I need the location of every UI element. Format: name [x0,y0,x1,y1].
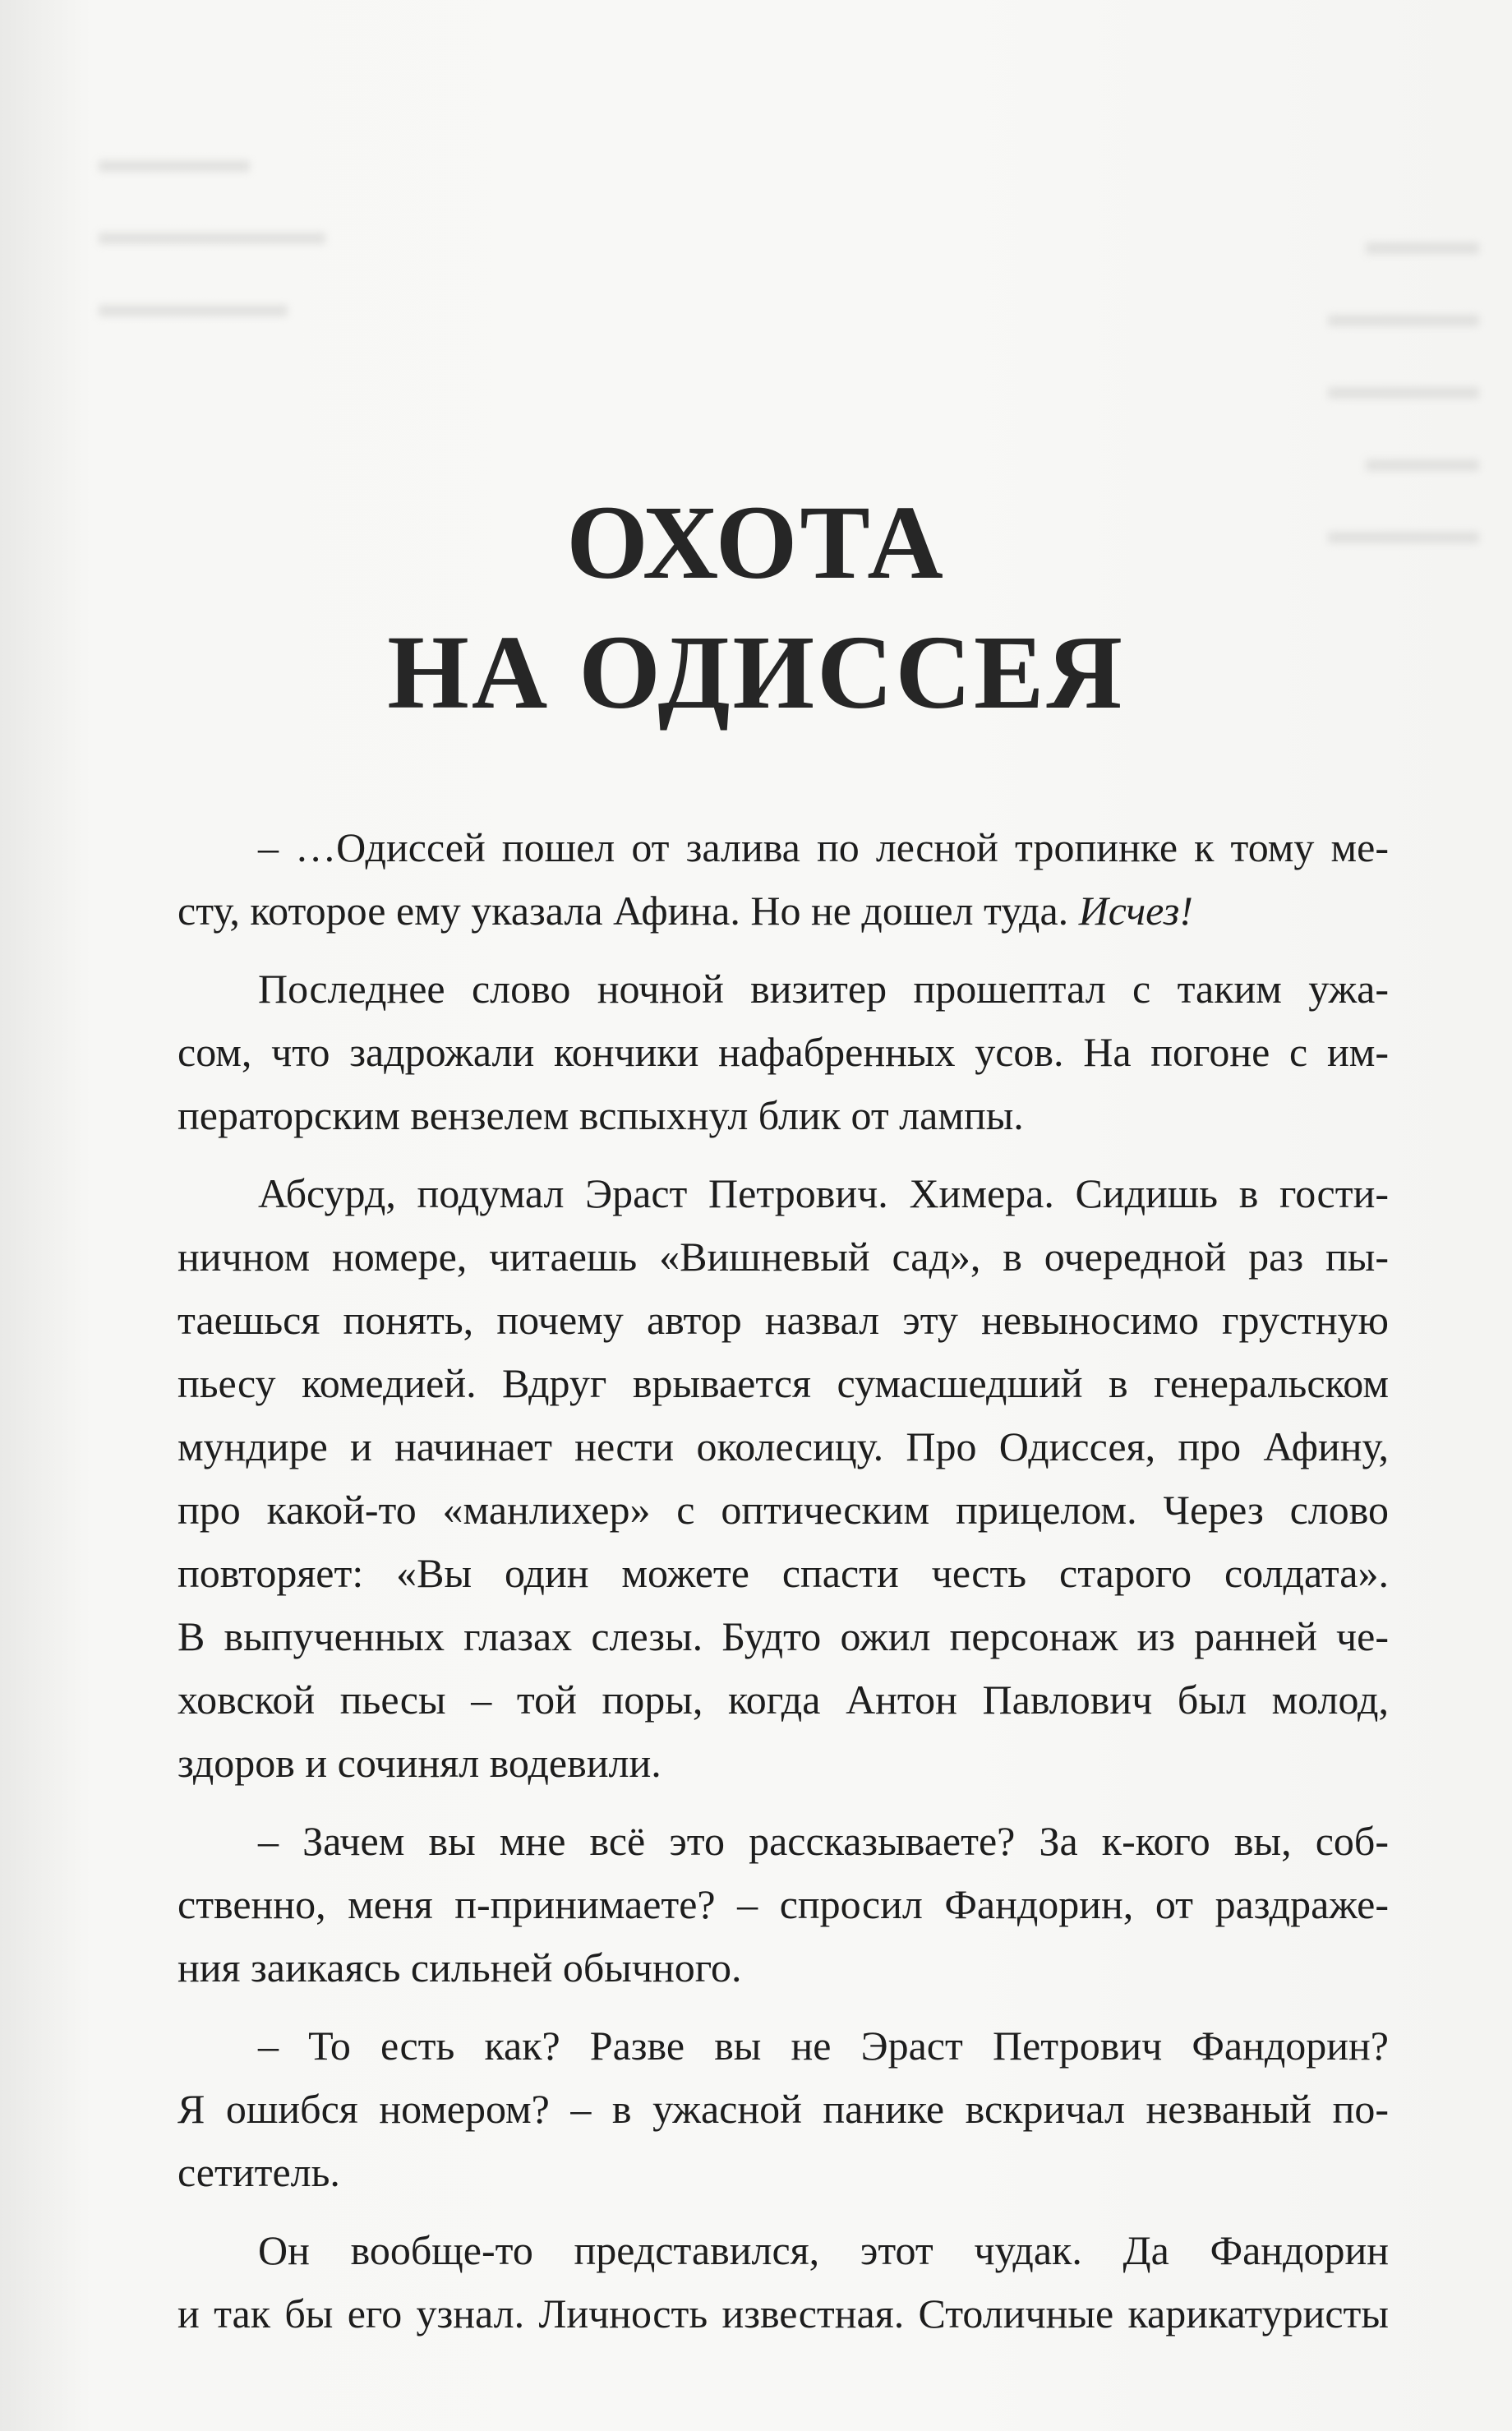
text-line: сом, что задрожали кончики нафабренных усов. На погоне с им- [177,1029,1389,1075]
show-through-text-left: ▬▬▬▬ ▬▬▬▬▬▬ ▬▬▬▬▬ [99,138,325,325]
text-line: ничном номере, читаешь «Вишневый сад», в очередной раз пы- [177,1234,1389,1280]
text-line: сетитель. [177,2149,340,2195]
chapter-title [247,477,1265,737]
text-line: и так бы его узнал. Личность известная. Столичные карикатуристы [177,2290,1389,2336]
paragraph [97,816,1389,943]
body-text [97,816,1389,2360]
chapter-title-line-2: НА ОДИССЕЯ [387,613,1125,731]
text-line: – То есть как? Разве вы не Эраст Петрович Фандорин? [258,2023,1389,2069]
text-line: таешься понять, почему автор назвал эту невыносимо грустную [177,1297,1389,1343]
text-line: здоров и сочинял водевили. [177,1740,662,1786]
paragraph [97,1162,1389,1795]
text-line: про какой-то «манлихер» с оптическим прицелом. Через слово [177,1487,1389,1533]
text-line: Абсурд, подумал Эраст Петрович. Химера. Сидишь в гости- [258,1170,1389,1216]
text-line: ственно, меня п-принимаете? – спросил Фандорин, от раздраже- [177,1881,1389,1927]
text-line: пьесу комедией. Вдруг врывается сумасшедший в генеральском [177,1360,1389,1406]
paragraph [97,2219,1389,2346]
show-through-text-right: ▬▬▬ ▬▬▬▬ ▬▬▬▬ ▬▬▬ ▬▬▬▬ [1328,220,1479,551]
paragraph [97,2014,1389,2204]
paragraph [97,1810,1389,2000]
text-line: Последнее слово ночной визитер прошептал с таким ужа- [258,966,1389,1012]
text-line: сту, которое ему указала Афина. Но не дошел туда. Исчез! [177,888,1193,934]
text-line: – …Одиссей пошел от залива по лесной тропинке к тому ме- [258,824,1389,870]
text-line: мундире и начинает нести околесицу. Про Одиссея, про Афину, [177,1423,1389,1469]
text-line: повторяет: «Вы один можете спасти честь старого солдата». [177,1550,1389,1596]
chapter-title-line-1: ОХОТА [566,483,946,601]
text-line: – Зачем вы мне всё это рассказываете? За к-кого вы, соб- [258,1818,1389,1864]
italic-word: Исчез! [1078,888,1193,934]
text-line: В выпученных глазах слезы. Будто ожил персонаж из ранней че- [177,1613,1389,1659]
text-line: ператорским вензелем вспыхнул блик от лампы. [177,1092,1024,1138]
paragraph [97,957,1389,1147]
text-line: ховской пьесы – той поры, когда Антон Павлович был молод, [177,1677,1389,1723]
text-line: Он вообще-то представился, этот чудак. Да Фандорин [258,2227,1389,2273]
text-line: Я ошибся номером? – в ужасной панике вскричал незваный по- [177,2086,1389,2132]
text-line: ния заикаясь сильней обычного. [177,1944,742,1990]
